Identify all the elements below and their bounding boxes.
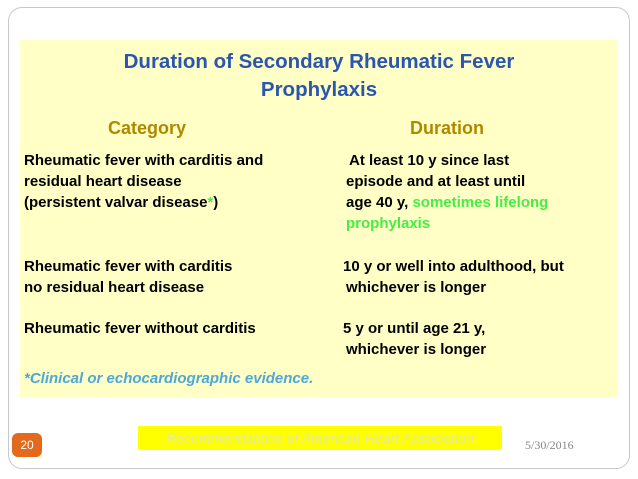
row-3-duration xyxy=(343,318,486,360)
row-2-duration-line: 10 y or well into adulthood, but xyxy=(343,258,564,275)
row-1-category xyxy=(24,150,263,213)
row-2-category-line: no residual heart disease xyxy=(24,279,205,296)
row-1-category-line: residual heart disease xyxy=(24,173,182,190)
row-3-category xyxy=(24,318,256,339)
footnote: *Clinical or echocardiographic evidence. xyxy=(24,370,314,387)
row-2-category xyxy=(24,256,232,298)
row-1-duration-line: At least 10 y since last xyxy=(349,152,510,169)
slide-date: 5/30/2016 xyxy=(525,438,574,452)
row-1-duration-line xyxy=(346,192,548,213)
row-3-duration-line: 5 y or until age 21 y, xyxy=(343,320,486,337)
slide-title-line-2: Prophylaxis xyxy=(260,78,378,101)
row-1-duration-text: age 40 y, xyxy=(346,194,413,211)
row-1-category-line: Rheumatic fever with carditis and xyxy=(24,152,264,169)
row-2-category-line: Rheumatic fever with carditis xyxy=(24,258,233,275)
asterisk-mark: * xyxy=(207,194,214,211)
row-1-duration-line: episode and at least until xyxy=(346,173,526,190)
page-number-badge: 20 xyxy=(12,433,42,457)
prophylaxis-highlight: prophylaxis xyxy=(346,215,431,232)
slide-title-line-1: Duration of Secondary Rheumatic Fever xyxy=(123,50,515,73)
row-2-duration xyxy=(343,256,564,298)
row-3-duration-line: whichever is longer xyxy=(346,341,487,358)
lifelong-highlight: sometimes lifelong xyxy=(412,194,549,211)
slide-title xyxy=(20,48,618,104)
row-1-duration xyxy=(346,150,548,234)
row-3-category-line: Rheumatic fever without carditis xyxy=(24,320,256,337)
row-1-category-text: (persistent valvar disease xyxy=(24,194,208,211)
closing-paren: ) xyxy=(213,194,219,211)
row-2-duration-line: whichever is longer xyxy=(346,279,487,296)
row-1-category-line xyxy=(24,192,263,213)
category-header: Category xyxy=(108,118,187,138)
duration-header: Duration xyxy=(410,118,484,138)
source-banner: Recommendations of American Heart Association xyxy=(138,426,502,450)
